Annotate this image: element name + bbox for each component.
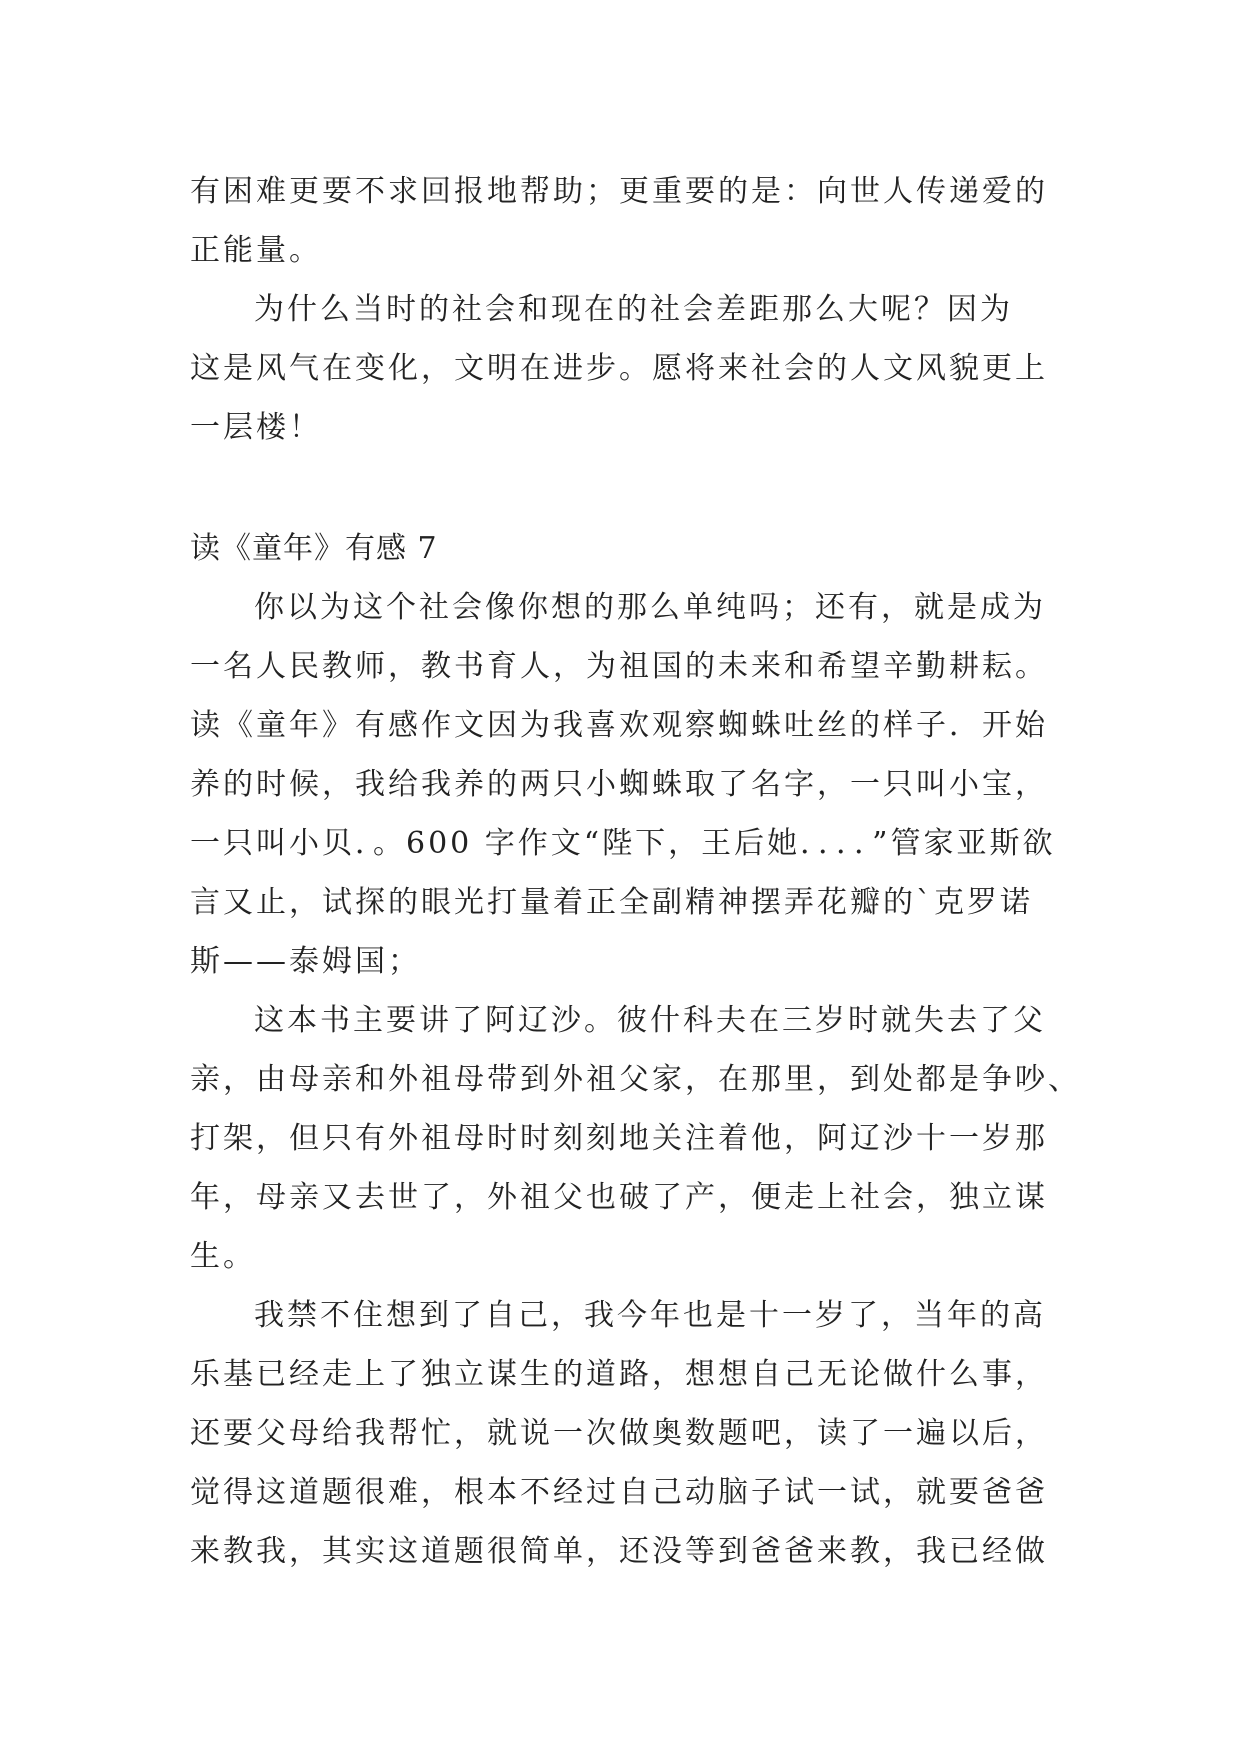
text-line: 这是风气在变化，文明在进步。愿将来社会的人文风貌更上 bbox=[190, 351, 1048, 386]
text-line: 亲，由母亲和外祖母带到外祖父家，在那里，到处都是争吵、 bbox=[190, 1062, 1081, 1097]
text-line: 来教我，其实这道题很简单，还没等到爸爸来教，我已经做 bbox=[190, 1534, 1048, 1569]
text-line: 我禁不住想到了自己，我今年也是十一岁了，当年的高 bbox=[254, 1298, 1046, 1333]
text-line: 打架，但只有外祖母时时刻刻地关注着他，阿辽沙十一岁那 bbox=[190, 1121, 1048, 1156]
text-line: 正能量。 bbox=[190, 233, 322, 268]
text-line: 一只叫小贝．。600 字作文“陛下，王后她．．．．”管家亚斯欲 bbox=[190, 826, 1056, 861]
text-line: 觉得这道题很难，根本不经过自己动脑子试一试，就要爸爸 bbox=[190, 1475, 1048, 1510]
paragraph-intro bbox=[190, 578, 1070, 991]
text-line: 读《童年》有感作文因为我喜欢观察蜘蛛吐丝的样子．开始 bbox=[190, 708, 1048, 743]
text-line: 一层楼！ bbox=[190, 410, 322, 445]
text-line: 斯——泰姆国； bbox=[190, 944, 421, 979]
paragraph-summary bbox=[190, 991, 1081, 1286]
text-line: 为什么当时的社会和现在的社会差距那么大呢？因为 bbox=[254, 292, 1013, 327]
text-line: 生。 bbox=[190, 1239, 256, 1274]
paragraph-closing bbox=[190, 162, 1070, 280]
text-line: 你以为这个社会像你想的那么单纯吗；还有，就是成为 bbox=[254, 590, 1046, 625]
section-gap bbox=[190, 457, 1070, 519]
paragraph-reflection bbox=[190, 1286, 1070, 1581]
text-line: 一名人民教师，教书育人，为祖国的未来和希望辛勤耕耘。 bbox=[190, 649, 1048, 684]
text-line: 还要父母给我帮忙，就说一次做奥数题吧，读了一遍以后， bbox=[190, 1416, 1048, 1451]
section-title bbox=[190, 519, 1070, 578]
text-line: 养的时候，我给我养的两只小蜘蛛取了名字，一只叫小宝， bbox=[190, 767, 1048, 802]
document-body bbox=[190, 162, 1081, 1581]
text-line: 年，母亲又去世了，外祖父也破了产，便走上社会，独立谋 bbox=[190, 1180, 1048, 1215]
essay-heading: 读《童年》有感 7 bbox=[190, 531, 438, 566]
text-line: 有困难更要不求回报地帮助；更重要的是：向世人传递爱的 bbox=[190, 174, 1048, 209]
text-line: 这本书主要讲了阿辽沙。彼什科夫在三岁时就失去了父 bbox=[254, 1003, 1046, 1038]
paragraph-conclusion bbox=[190, 280, 1070, 457]
text-line: 言又止，试探的眼光打量着正全副精神摆弄花瓣的`克罗诺 bbox=[190, 885, 1033, 920]
text-line: 乐基已经走上了独立谋生的道路，想想自己无论做什么事， bbox=[190, 1357, 1048, 1392]
